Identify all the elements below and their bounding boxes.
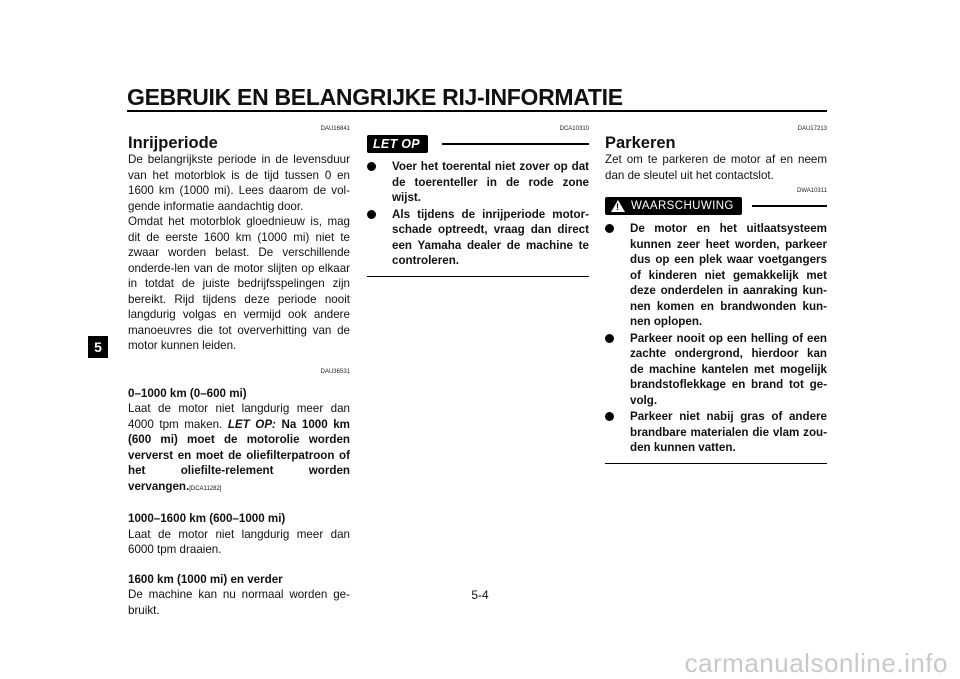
paragraph: Laat de motor niet langdurig meer dan 6000 tpm draaien. (128, 527, 350, 556)
watermark: carmanualsonline.info (684, 648, 948, 678)
right-column (605, 125, 827, 464)
section-heading-inrijperiode: Inrijperiode (128, 134, 218, 152)
caution-list (367, 159, 589, 269)
bullet-icon (605, 224, 614, 233)
letop-badge: LET OP (367, 135, 428, 153)
divider (752, 205, 827, 207)
bullet-icon (367, 162, 376, 171)
subheading: 1600 km (1000 mi) en verder (128, 572, 283, 586)
page-title: GEBRUIK EN BELANGRIJKE RIJ-INFORMATIE (127, 84, 623, 110)
header-rule (127, 110, 827, 112)
list-item: Voer het toerental niet zover op dat de toerenteller in de rode zone wijst. (367, 159, 589, 206)
warning-badge (605, 197, 742, 215)
bullet-icon (367, 210, 376, 219)
section-heading-parkeren: Parkeren (605, 134, 676, 152)
divider (605, 463, 827, 465)
middle-column (367, 125, 589, 277)
bullet-icon (605, 334, 614, 343)
subheading: 1000–1600 km (600–1000 mi) (128, 512, 286, 525)
paragraph: Zet om te parkeren de motor af en neem dan de sleutel uit het contactslot. (605, 153, 827, 182)
paragraph (128, 401, 350, 497)
paragraph: De machine kan nu normaal worden ge-bruikt. (128, 588, 350, 617)
subheading: 0–1000 km (0–600 mi) (128, 386, 247, 400)
text-bold: Na 1000 km (600 mi) moet de motorolie worden ververst en moet de oliefilterpatroon of het oliefilte-relement worden vervangen. (128, 417, 350, 493)
ref-code: [DCA11282] (189, 485, 222, 492)
letop-inline: LET OP: (227, 417, 276, 431)
section-code: DWA10311 (796, 188, 827, 194)
warning-header (605, 197, 827, 215)
paragraph: Omdat het motorblok gloednieuw is, mag dit de eerste 1600 km (1000 mi) niet te zwaar worden belast. De verschillende onderde-len van de motor slijten op elkaar in totdat de juiste bedrijfsspelingen zijn bereikt. Rijd tijdens deze periode nooit langdurig volgas en vermijd ook andere manoeuvres die tot oververhitting van de motor kunnen leiden. (128, 215, 350, 352)
divider (442, 143, 589, 145)
section-code: DAU16841 (320, 126, 350, 132)
warning-label: WAARSCHUWING (631, 200, 734, 212)
list-item: De motor en het uitlaatsysteem kunnen zeer heet worden, parkeer dus op een plek waar voetgangers of kinderen niet gemakkelijk met deze onderdelen in aanraking kun-nen komen en brandwonden kun-nen oplopen. (605, 221, 827, 330)
list-item: Parkeer nooit op een helling of een zachte ondergrond, hierdoor kan de machine kantelen met mogelijk brandstoflekkage en brand tot ge-volg. (605, 331, 827, 409)
section-code: DAU17213 (797, 126, 827, 132)
page-number: 5-4 (471, 588, 489, 602)
paragraph: De belangrijkste periode in de levensduur van het motorblok is de tijd tussen 0 en 1600 km (1000 mi). Lees daarom de vol-gende informatie aandachtig door. (128, 153, 350, 213)
section-code: DAU36531 (320, 368, 350, 375)
divider (367, 276, 589, 278)
warning-list (605, 221, 827, 456)
bullet-icon (605, 412, 614, 421)
text: Laat de motor niet langdurig meer dan 4000 tpm maken. (128, 402, 350, 431)
left-column (128, 125, 350, 618)
list-item: Als tijdens de inrijperiode motor-schade optreedt, vraag dan direct een Yamaha dealer de machine te controleren. (367, 207, 589, 269)
chapter-tab: 5 (88, 336, 108, 358)
warning-triangle-icon: ! (611, 200, 625, 212)
list-item: Parkeer niet nabij gras of andere brandbare materialen die vlam zou-den kunnen vatten. (605, 409, 827, 456)
letop-header (367, 135, 589, 153)
section-code: DCA10310 (559, 126, 589, 132)
